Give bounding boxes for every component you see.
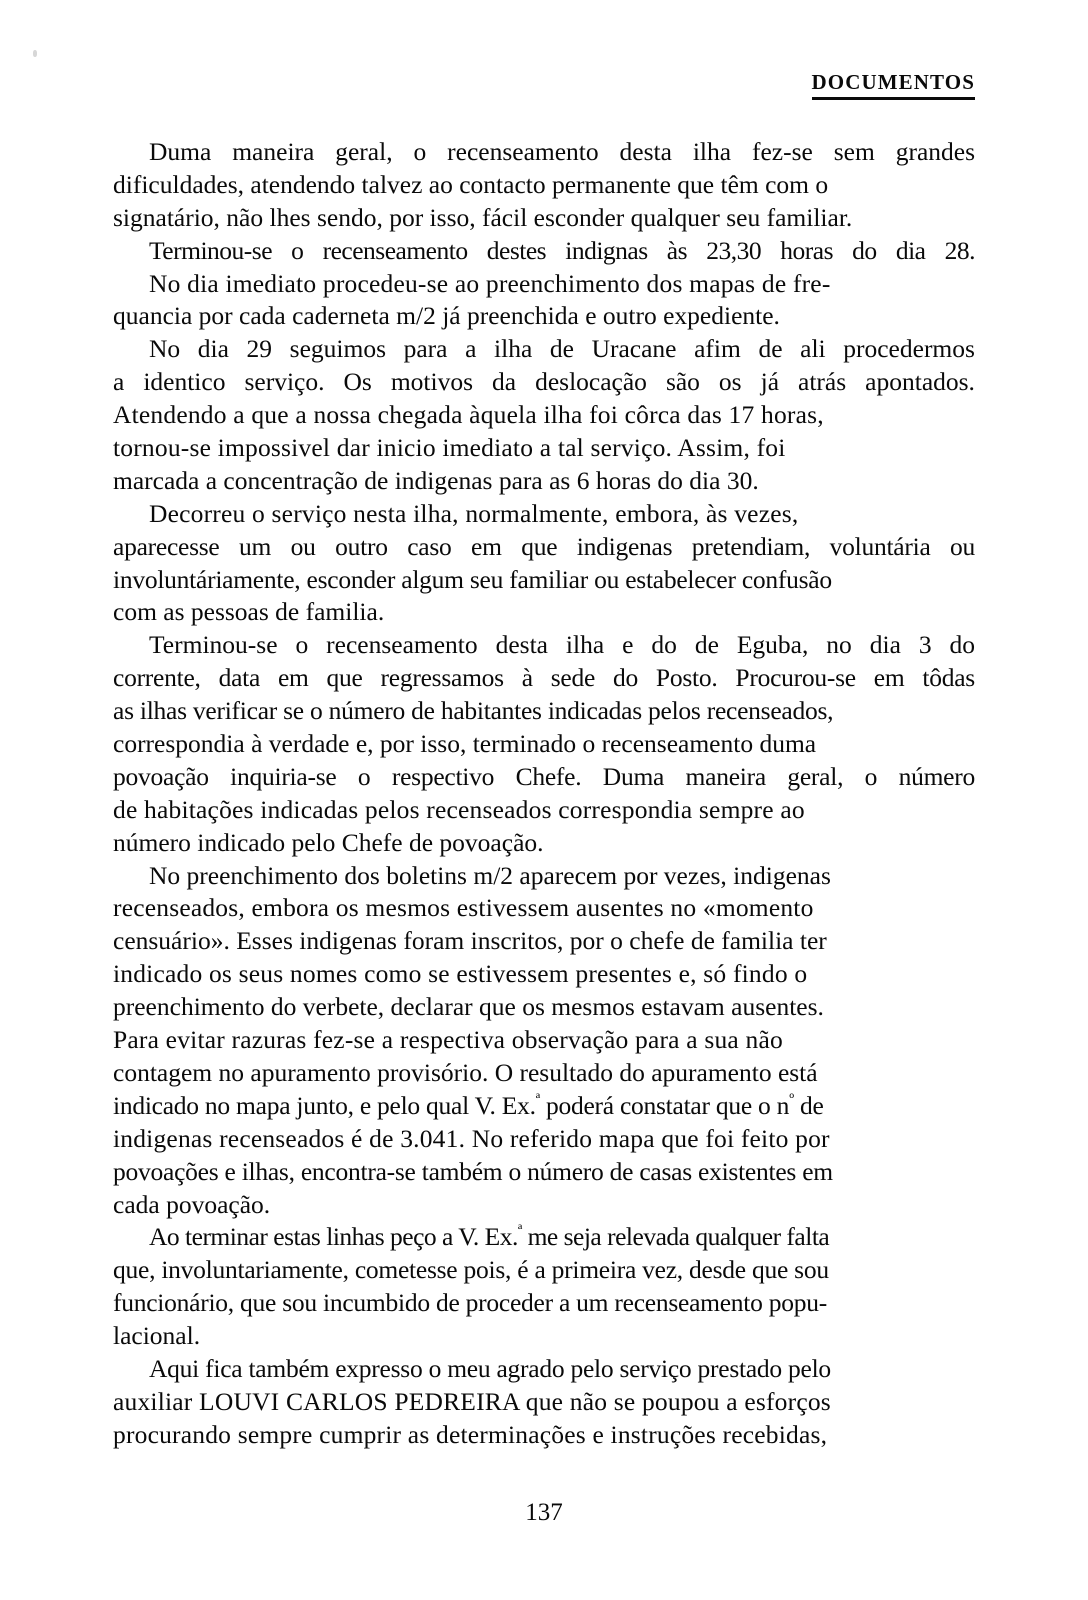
- text-line-honorific: [113, 1221, 975, 1254]
- text-line: aparecesse um ou outro caso em que indigenas pretendiam, voluntária ou: [113, 531, 976, 561]
- text-line: Para evitar razuras fez-se a respectiva observação para a sua não: [113, 1025, 783, 1055]
- text-line: recenseados, embora os mesmos estivessem ausentes no «momento: [113, 893, 814, 923]
- text-line: povoações e ilhas, encontra-se também o número de casas existentes em: [113, 1156, 833, 1186]
- text-line: correspondia à verdade e, por isso, terminado o recenseamento duma: [113, 729, 817, 759]
- text-line: as ilhas verificar se o número de habitantes indicadas pelos recenseados,: [113, 696, 834, 726]
- text-line: povoação inquiria-se o respectivo Chefe. Duma maneira geral, o número: [113, 761, 975, 791]
- text-line: indicado os seus nomes como se estivessem presentes e, só findo o: [113, 959, 808, 989]
- text-line: Duma maneira geral, o recenseamento desta ilha fez-se sem grandes: [149, 137, 976, 166]
- text-line: Decorreu o serviço nesta ilha, normalmente, embora, às vezes,: [149, 498, 799, 528]
- line-text-part: poderá constatar que o n: [539, 1090, 790, 1120]
- text-line: tornou-se impossivel dar inicio imediato a tal serviço. Assim, foi: [113, 433, 786, 463]
- text-line: quancia por cada caderneta m/2 já preenchida e outro expediente.: [113, 301, 780, 331]
- text-line: com as pessoas de familia.: [113, 597, 385, 627]
- text-line: No preenchimento dos boletins m/2 aparecem por vezes, indigenas: [149, 860, 831, 890]
- text-line: número indicado pelo Chefe de povoação.: [113, 827, 544, 857]
- text-line: corrente, data em que regressamos à sede do Posto. Procurou-se em tôdas: [113, 663, 975, 693]
- line-text-part: me seja relevada qualquer falta: [521, 1222, 830, 1252]
- text-line: de habitações indicadas pelos recenseados correspondia sempre ao: [113, 794, 805, 824]
- text-line: Atendendo a que a nossa chegada àquela ilha foi côrca das 17 horas,: [113, 400, 824, 430]
- line-text-part: de: [793, 1090, 824, 1120]
- text-line: No dia imediato procedeu-se ao preenchimento dos mapas de fre-: [149, 268, 831, 298]
- text-line-named-person: auxiliar LOUVI CARLOS PEDREIRA que não se poupou a esforços: [113, 1386, 831, 1416]
- running-head-text: DOCUMENTOS: [812, 72, 975, 100]
- text-line-honorific: [113, 1090, 975, 1123]
- text-line: preenchimento do verbete, declarar que os mesmos estavam ausentes.: [113, 992, 824, 1022]
- text-line: a identico serviço. Os motivos da deslocação são os já atrás apontados.: [113, 367, 975, 397]
- ordinal-feminine-superscript: ª: [535, 1091, 540, 1109]
- text-line: funcionário, que sou incumbido de proceder a um recenseamento popu-: [113, 1288, 827, 1318]
- page-number: 137: [525, 1499, 563, 1526]
- text-line: dificuldades, atendendo talvez ao contacto permanente que têm com o: [113, 169, 829, 199]
- line-text-part: Ao terminar estas linhas peço a V. Ex.: [149, 1222, 518, 1252]
- text-line: No dia 29 seguimos para a ilha de Uracane afim de ali procedermos: [149, 334, 975, 364]
- running-head: [113, 72, 975, 100]
- line-text-part: indicado no mapa junto, e pelo qual V. Ex.: [113, 1090, 536, 1120]
- text-line: involuntáriamente, esconder algum seu familiar ou estabelecer confusão: [113, 564, 832, 594]
- text-line: procurando sempre cumprir as determinações e instruções recebidas,: [113, 1419, 828, 1449]
- text-line: censuário». Esses indigenas foram inscritos, por o chefe de familia ter: [113, 926, 827, 956]
- text-line: cada povoação.: [113, 1189, 271, 1219]
- text-line: lacional.: [113, 1321, 201, 1351]
- ordinal-feminine-superscript: ª: [517, 1222, 522, 1240]
- text-line: contagem no apuramento provisório. O resultado do apuramento está: [113, 1057, 818, 1087]
- text-line: Terminou-se o recenseamento desta ilha e do de Eguba, no dia 3 do: [149, 630, 976, 660]
- text-line-total-count: indigenas recenseados é de 3.041. No referido mapa que foi feito por: [113, 1123, 830, 1153]
- text-line: que, involuntariamente, cometesse pois, é a primeira vez, desde que sou: [113, 1255, 829, 1285]
- text-line: Aqui fica também expresso o meu agrado pelo serviço prestado pelo: [149, 1353, 831, 1383]
- text-line: signatário, não lhes sendo, por isso, fácil esconder qualquer seu familiar.: [113, 202, 853, 232]
- scan-artifact-speck: [33, 50, 37, 57]
- text-line: marcada a concentração de indigenas para as 6 horas do dia 30.: [113, 465, 759, 495]
- numero-superscript: º: [789, 1091, 794, 1109]
- text-line: Terminou-se o recenseamento destes indignas às 23,30 horas do dia 28.: [149, 235, 976, 265]
- body-text-block: [113, 136, 975, 1452]
